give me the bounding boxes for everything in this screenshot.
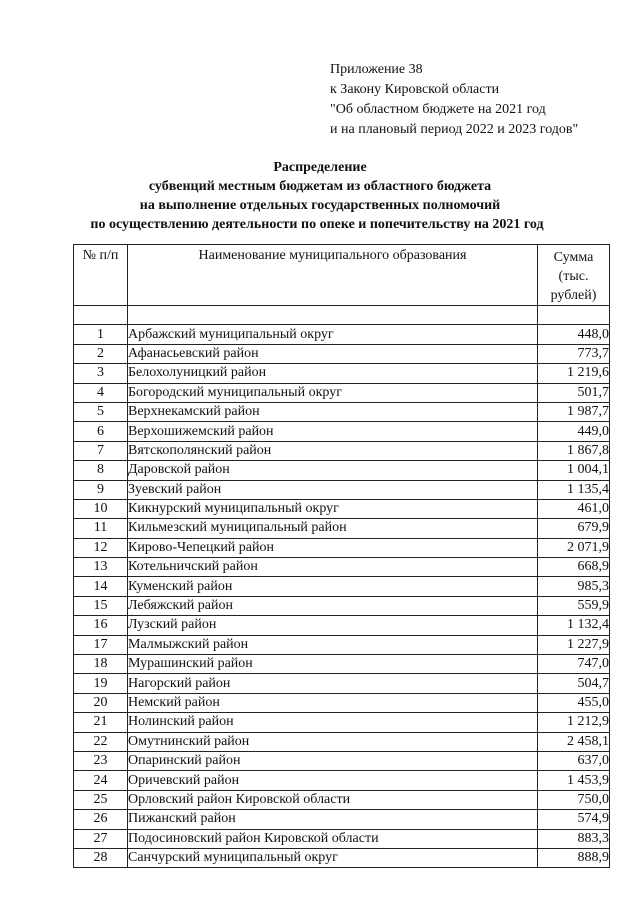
municipality-name: Богородский муниципальный округ [128,383,538,402]
municipality-name: Нагорский район [128,674,538,693]
table-row [74,810,610,829]
row-number: 9 [74,480,128,499]
municipality-name: Орловский район Кировской области [128,790,538,809]
row-number: 5 [74,402,128,421]
municipality-name: Оричевский район [128,771,538,790]
row-number: 10 [74,499,128,518]
table-row [74,383,610,402]
subvention-amount: 888,9 [538,848,610,867]
subvention-amount: 2 458,1 [538,732,610,751]
row-number: 12 [74,538,128,557]
spacer-cell [74,306,128,325]
row-number: 2 [74,344,128,363]
subvention-amount: 747,0 [538,655,610,674]
municipality-name: Мурашинский район [128,655,538,674]
row-number: 13 [74,558,128,577]
appendix-line-2: к Закону Кировской области [330,82,500,97]
row-number: 16 [74,616,128,635]
municipality-name: Арбажский муниципальный округ [128,325,538,344]
row-number: 1 [74,325,128,344]
municipality-name: Нолинский район [128,713,538,732]
header-sum [538,245,610,306]
document-title [0,158,640,234]
header-number: № п/п [74,245,128,306]
subvention-amount: 1 987,7 [538,402,610,421]
municipality-name: Белохолуницкий район [128,364,538,383]
subvention-amount: 1 212,9 [538,713,610,732]
row-number: 20 [74,693,128,712]
table-body [74,306,610,868]
table-row [74,732,610,751]
table-row [74,364,610,383]
municipality-name: Пижанский район [128,810,538,829]
table-row [74,461,610,480]
table-row [74,848,610,867]
municipality-name: Опаринский район [128,751,538,770]
table-row [74,422,610,441]
row-number: 18 [74,655,128,674]
table-row [74,751,610,770]
subvention-amount: 883,3 [538,829,610,848]
subvention-amount: 504,7 [538,674,610,693]
distribution-table [73,244,610,868]
row-number: 6 [74,422,128,441]
row-number: 22 [74,732,128,751]
municipality-name: Зуевский район [128,480,538,499]
municipality-name: Подосиновский район Кировской области [128,829,538,848]
title-line-3: на выполнение отдельных государственных полномочий [139,198,501,213]
subvention-amount: 455,0 [538,693,610,712]
municipality-name: Немский район [128,693,538,712]
table-row [74,441,610,460]
municipality-name: Котельничский район [128,558,538,577]
municipality-name: Кирово-Чепецкий район [128,538,538,557]
subvention-amount: 461,0 [538,499,610,518]
title-line-1: Распределение [273,160,367,175]
table-row [74,577,610,596]
subvention-amount: 773,7 [538,344,610,363]
subvention-amount: 985,3 [538,577,610,596]
subvention-amount: 637,0 [538,751,610,770]
municipality-name: Лузский район [128,616,538,635]
table-row [74,538,610,557]
subvention-amount: 2 071,9 [538,538,610,557]
table-row [74,596,610,615]
appendix-line-1: Приложение 38 [330,62,423,77]
municipality-name: Лебяжский район [128,596,538,615]
table-row [74,325,610,344]
subvention-amount: 679,9 [538,519,610,538]
row-number: 21 [74,713,128,732]
table-row [74,558,610,577]
row-number: 26 [74,810,128,829]
municipality-name: Кикнурский муниципальный округ [128,499,538,518]
subvention-amount: 501,7 [538,383,610,402]
municipality-name: Кильмезский муниципальный район [128,519,538,538]
table-row [74,674,610,693]
spacer-cell [128,306,538,325]
table-row [74,790,610,809]
row-number: 7 [74,441,128,460]
row-number: 27 [74,829,128,848]
subvention-amount: 668,9 [538,558,610,577]
subvention-amount: 449,0 [538,422,610,441]
table-header-row [74,245,610,306]
table-row [74,713,610,732]
header-name: Наименование муниципального образования [128,245,538,306]
subvention-amount: 574,9 [538,810,610,829]
row-number: 15 [74,596,128,615]
table-row [74,616,610,635]
subvention-amount: 448,0 [538,325,610,344]
subvention-amount: 1 227,9 [538,635,610,654]
row-number: 28 [74,848,128,867]
row-number: 23 [74,751,128,770]
municipality-name: Верхнекамский район [128,402,538,421]
table-row [74,499,610,518]
municipality-name: Санчурский муниципальный округ [128,848,538,867]
municipality-name: Афанасьевский район [128,344,538,363]
subvention-amount: 559,9 [538,596,610,615]
row-number: 25 [74,790,128,809]
municipality-name: Омутнинский район [128,732,538,751]
appendix-line-3: "Об областном бюджете на 2021 год [330,102,546,117]
title-line-4: по осуществлению деятельности по опеке и попечительству на 2021 год [90,217,544,232]
subvention-amount: 750,0 [538,790,610,809]
municipality-name: Вятскополянский район [128,441,538,460]
row-number: 8 [74,461,128,480]
table-row [74,829,610,848]
municipality-name: Малмыжский район [128,635,538,654]
header-sum-line-1: Сумма [553,250,594,265]
row-number: 17 [74,635,128,654]
table-row [74,771,610,790]
row-number: 24 [74,771,128,790]
subvention-amount: 1 867,8 [538,441,610,460]
table-row [74,402,610,421]
subvention-amount: 1 132,4 [538,616,610,635]
table-row [74,635,610,654]
municipality-name: Верхошижемский район [128,422,538,441]
table-row [74,693,610,712]
spacer-row [74,306,610,325]
appendix-reference [330,60,578,140]
municipality-name: Даровской район [128,461,538,480]
row-number: 14 [74,577,128,596]
title-line-2: субвенций местным бюджетам из областного бюджета [148,179,492,194]
subvention-amount: 1 453,9 [538,771,610,790]
subvention-amount: 1 219,6 [538,364,610,383]
row-number: 4 [74,383,128,402]
municipality-name: Куменский район [128,577,538,596]
row-number: 3 [74,364,128,383]
table-row [74,480,610,499]
table-row [74,519,610,538]
header-sum-line-2: (тыс. рублей) [550,269,597,303]
subvention-amount: 1 135,4 [538,480,610,499]
row-number: 19 [74,674,128,693]
table-row [74,655,610,674]
spacer-cell [538,306,610,325]
appendix-line-4: и на плановый период 2022 и 2023 годов" [330,122,579,137]
subvention-amount: 1 004,1 [538,461,610,480]
table-row [74,344,610,363]
row-number: 11 [74,519,128,538]
